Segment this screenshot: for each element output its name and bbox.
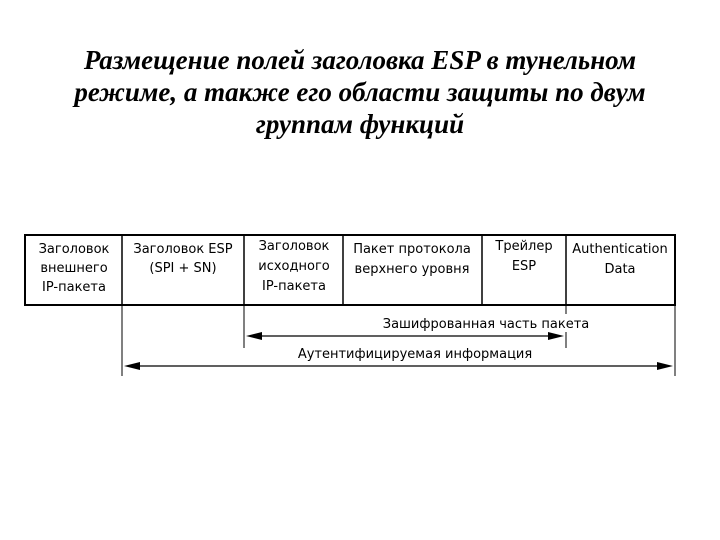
field-label-line: ESP (511, 259, 537, 274)
field-esp-header (133, 242, 232, 276)
field-label-line: Пакет протокола (353, 242, 471, 257)
field-original-ip-header (258, 239, 330, 294)
field-authentication-data (572, 242, 667, 277)
field-esp-trailer (494, 239, 552, 274)
field-label-line: Data (604, 262, 636, 277)
field-upper-layer-packet (353, 242, 471, 277)
encrypted-range-arrow (246, 314, 589, 340)
field-label-line: IP-пакета (42, 280, 106, 295)
field-label-line: Заголовок ESP (133, 242, 233, 257)
title-line-1: Размещение полей заголовка ESP в тунельном (83, 45, 637, 75)
authenticated-range-arrow (124, 344, 673, 370)
field-label-line: IP-пакета (262, 279, 326, 294)
field-label-line: исходного (258, 259, 330, 274)
field-outer-ip-header (39, 242, 110, 295)
field-label-line: Заголовок (38, 242, 110, 257)
field-label-line: Трейлер (495, 239, 553, 254)
field-label-line: внешнего (40, 261, 108, 276)
field-label-line: (SPI + SN) (149, 261, 217, 276)
title-line-2: режиме, а также его области защиты по двум (74, 77, 646, 107)
field-label-line: верхнего уровня (354, 262, 470, 277)
field-label-line: Authentication (572, 242, 668, 257)
title-line-3: группам функций (255, 109, 465, 139)
field-label-line: Заголовок (258, 239, 330, 254)
encrypted-range-label: Зашифрованная часть пакета (382, 317, 590, 332)
authenticated-range-label: Аутентифицируемая информация (297, 347, 533, 362)
